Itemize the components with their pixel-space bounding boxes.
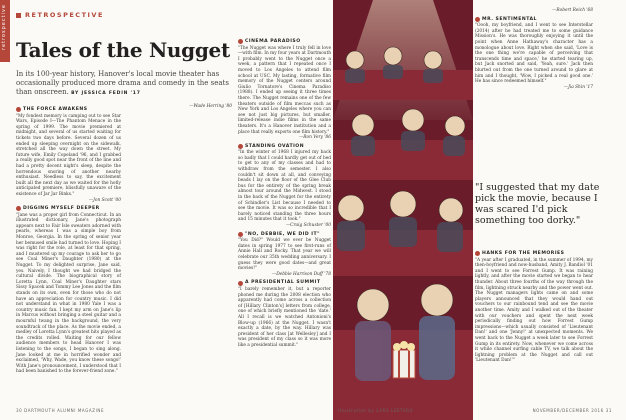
bullet-icon — [16, 107, 21, 112]
section-heading: MR. SENTIMENTAL — [475, 17, 593, 23]
theater-audience-svg — [333, 0, 473, 420]
footer-illustration-credit: Illustration by LARS LEETARU — [338, 408, 414, 413]
section-signature: —Ron Very '86 — [299, 135, 331, 141]
footer-page-left: 30 DARTMOUTH ALUMNI MAGAZINE — [16, 408, 105, 413]
bullet-icon — [16, 206, 21, 211]
bullet-icon — [238, 281, 243, 286]
section-body: "I barely remember it, but a reporter phoned me during the 2008 election who apparently had come across a collection of [Hillary Clinton's] letters from college, one of which briefly mentioned the 'date.' All I recall is we watched Antonioni's Blow-up (1966) at the Nugget. I wasn't exactly a date, by the way. Hillary was president of her class [at Wellesley] and I was president of my class so it was more like a presidential summit." — [238, 286, 331, 348]
section-side-tab — [0, 0, 10, 62]
pull-quote: "I suggested that my date pick the movie, because I was scared I'd pick something too dorky." — [475, 182, 600, 226]
bullet-icon — [475, 251, 480, 256]
theater-audience-illustration — [333, 0, 473, 420]
section-signature: —Wade Herring '80 — [189, 104, 232, 109]
section-signature: —Debbie Harrison Duff '78 — [271, 271, 331, 277]
section-body: "Jane was a proper girl from Connecticut. In an illustrated dictionary, Jane's photograph appears next to Fair Isle sweaters adorned with pearls, whereas I was a simple boy from Monroe, Georgia. In the spring of senior year her bemused smile had turned to love. Hoping I was right for the role, at least for that spring, and I mustered up my courage to ask her to go see Coal Miner's Daughter (1980) at the Nugget. To my delighted surprise, Jane said, yes. Naively, I thought we had bridged the cultural divide. The biographical story of Loretta Lynn, Coal Miner's Daughter stars Sissy Spacek and Tommy Lee Jones and the film stands on its own, even for those who do not have an appreciation for country music. I did not understand in what in 1980 Yale I was a country music fan. I kept my arm on Jane's lip in Marcus without bringing a steel guitar and a mournful twang in the background, the very soundtrack of the place. As the movie ended, a medley of Loretta Lynn's greatest hits played as the credits rolled. Waiting for our fellow audience members to head Hanover I was listening to the songs, I began to sing along. Jane looked at me in horrified wonder and exclaimed, 'Why, Wade, you know these songs!' With Jane's pronouncement, I understood that I had been banished to the forever-friend zone." — [16, 212, 121, 375]
section-body: "The Nugget was where I truly fell in love—with film. In my four years at Dartmouth I probably went to the Nugget once a week, a pattern that I repeated once I moved to Los Angeles to attend film school at USC. My lasting, formative film memory of the Nugget centers around Giulio Tornatore's Cinema Paradiso (1988). I ended up seeing it three times there. The Nugget remains one of the few theaters outside of film meccas such as New York and Los Angeles where you can see not just big pictures, but smaller, limited-release indie films in the same theaters. It's a Hanover institution and a place that really exports one film history." — [238, 45, 331, 135]
section-body: "In the winter of 1968 I injured my back so badly that I could hardly get out of bed to get to any of my classes and had to withdraw from the semester. I also couldn't sit down at all, and conveying beads I lay on the floor of the Glee Club bus for the entirety of the spring break almost tour around the Midwest. I stood in the back of the Nugget for the entirety of Schindler's List because I needed to see the movie. It was so incredible that I barely noticed standing the three hours and 15 minutes that it took." — [238, 150, 331, 223]
section-heading: CINEMA PARADISO — [238, 39, 331, 45]
text-column-1 — [16, 104, 121, 375]
section-signature: —Jon Scott '00 — [88, 197, 121, 203]
text-column-3 — [238, 36, 331, 348]
article-byline: BY JESSICA FEDIN '17 — [71, 91, 141, 96]
kicker-square-icon — [16, 13, 21, 18]
section-signature: —Jia Shin '17 — [563, 84, 593, 90]
footer-page-right: NOVEMBER/DECEMBER 2016 31 — [532, 408, 612, 413]
section-signature: —Craig Schuster '00 — [285, 223, 331, 228]
article-headline: Tales of the Nugget — [16, 38, 230, 62]
bullet-icon — [238, 144, 243, 149]
article-dek — [16, 70, 236, 98]
text-column-2 — [127, 104, 232, 110]
section-heading: THE FORCE AWAKENS — [16, 107, 121, 113]
section-heading: DIGGING MYSELF DEEPER — [16, 206, 121, 212]
section-signature: —Robert Reich '68 — [552, 8, 593, 13]
section-heading: "NO, DEBBIE, WE DID IT" — [238, 232, 331, 238]
bullet-icon — [238, 39, 243, 44]
text-column-5 — [475, 248, 593, 364]
section-body: "A year after I graduated, in the summer of 1994, my then-boyfriend and now-husband, Amity J. Bandiol '01 and I went to see Forrest Gump. It was raining lightly, and after the movie started we began to hear thunder. About three fourths of the way through the film, lightning struck nearby and the power went out. The Nugget managers lights came on and some players announced that they would hand out vouchers to our rainbound tend and see the movie another time. Amity and I walked out of the theater with our vouchers and spent the next week periodically finding out how Forrest Gump impressions—which usually consisted of 'Lieutenant Dan!' and one 'Jenny!' at unexpected moments. We went back to the Nugget a week later to see Forrest Gump in its entirety. Now, whenever we come across it while channel surfing cable TV, we talk about the lightning problem at the Nugget and call out 'Lieutenant Dan!'" — [475, 257, 593, 364]
section-body: "Oooh, my boyfriend, and I went to see Interstellar (2014) after he had treated me to some guidance Mission's. He was thoroughly enjoying it until the point when Anne Hathaway's character has a monologue about love. Right when she said, 'Love is the one thing we're capable of perceiving that transcends time and space,' he started tearing up, but Jack snorted and said, 'Yeah, sure.' Jack then blurted out from the one turned around to glare at him and I thought, 'Wow, I picked a real good one.' He has since redeemed himself." — [475, 23, 593, 85]
side-tab-label: retrospective — [0, 4, 7, 50]
section-body: "You Did?" Would we ever be Nugget dates in spring 1977 to see first-runs of Annie Hall and Rocky. That year we will celebrate our 35th wedding anniversary. I guess they were good dates—and great movies!" — [238, 238, 331, 272]
bullet-icon — [475, 17, 480, 22]
section-heading: A PRESIDENTIAL SUMMIT — [238, 280, 331, 286]
dek-text: In its 100-year history, Hanover's local movie theater has occasionally produced more drama and comedy in the seats than onscreen. — [16, 70, 229, 96]
section-body: "My fondest memory is camping out to see Star Wars, Episode I—The Phantom Menace in the spring of 1999. The movie premiered at midnight, and several of us started waiting for tickets two days before. Several dozen of us ended up sleeping overnight on the sidewalk, stretched all the way down the street. My future wife, Emily Copeland '96, and I grabbed a really good spot near the front of the line and had a pretty decent night's sleep, despite the horrendous snoring of another nearby enthusiast. Needless to say, the excitement built all the next day as we waited for the hotly anticipated premiere, blissfully unaware of the existence of Jar Jar Binks." — [16, 113, 121, 197]
section-kicker — [16, 11, 104, 19]
popcorn-box-icon — [393, 341, 415, 378]
section-heading: HANKS FOR THE MEMORIES — [475, 251, 593, 257]
section-heading: STANDING OVATION — [238, 144, 331, 150]
bullet-icon — [238, 232, 243, 237]
text-column-4 — [475, 8, 593, 90]
kicker-label: RETROSPECTIVE — [25, 11, 104, 19]
